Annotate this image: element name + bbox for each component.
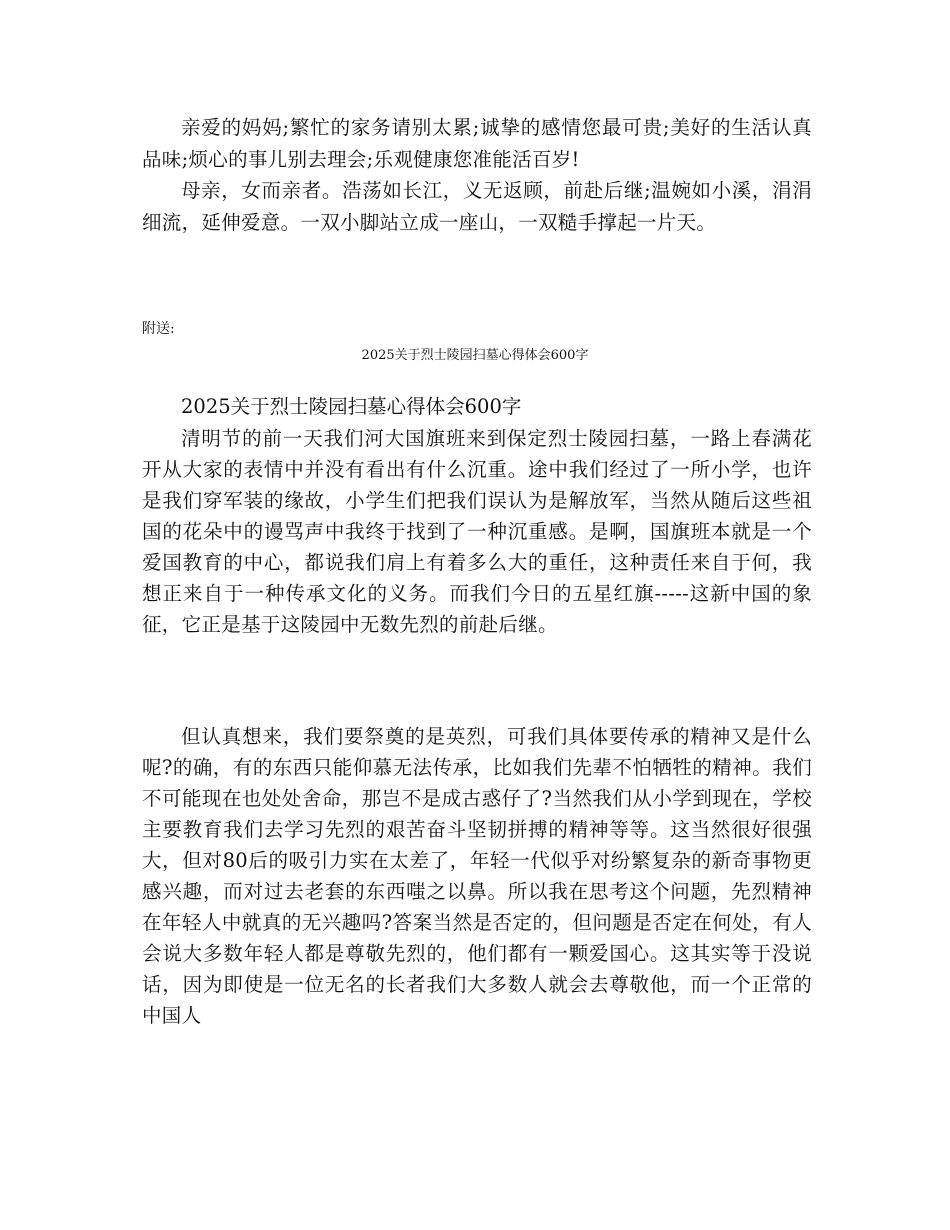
- attachment-label: 附送:: [142, 321, 175, 337]
- attachment-title: 2025关于烈士陵园扫墓心得体会600字: [361, 348, 589, 363]
- article-paragraph-2: 但认真想来，我们要祭奠的是英烈，可我们具体要传承的精神又是什么呢?的确，有的东西只能仰慕无法传承，比如我们先辈不怕牺牲的精神。我们不可能现在也处处舍命，那岂不是成古惑仔了?当然我们从小学到现在，学校主要教育我们去学习先烈的艰苦奋斗坚韧拼搏的精神等等。这当然很好很强大，但对80后的吸引力实在太差了，年轻一代似乎对纷繁复杂的新奇事物更感兴趣，而对过去老套的东西嗤之以鼻。所以我在思考这个问题，先烈精神在年轻人中就真的无兴趣吗?答案当然是否定的，但问题是否定在何处，有人会说大多数年轻人都是尊敬先烈的，他们都有一颗爱国心。这其实等于没说话，因为即使是一位无名的长者我们大多数人就会去尊敬他，而一个正常的中国人: [142, 725, 812, 1027]
- article-heading: 2025关于烈士陵园扫墓心得体会600字: [181, 395, 522, 418]
- intro-paragraph-2: 母亲，女而亲者。浩荡如长江，义无返顾，前赴后继;温婉如小溪，涓涓细流，延伸爱意。一双小脚站立成一座山，一双糙手撑起一片天。: [142, 179, 812, 234]
- article-paragraph-1: 清明节的前一天我们河大国旗班来到保定烈士陵园扫墓，一路上春满花开从大家的表情中并没有看出有什么沉重。途中我们经过了一所小学，也许是我们穿军装的缘故，小学生们把我们误认为是解放军，当然从随后这些祖国的花朵中的谩骂声中我终于找到了一种沉重感。是啊，国旗班本就是一个爱国教育的中心，都说我们肩上有着多么大的重任，这种责任来自于何，我想正来自于一种传承文化的义务。而我们今日的五星红旗-----这新中国的象征，它正是基于这陵园中无数先烈的前赴后继。: [142, 427, 812, 636]
- intro-paragraph-1: 亲爱的妈妈;繁忙的家务请别太累;诚挚的感情您最可贵;美好的生活认真品味;烦心的事儿别去理会;乐观健康您准能活百岁!: [142, 116, 812, 171]
